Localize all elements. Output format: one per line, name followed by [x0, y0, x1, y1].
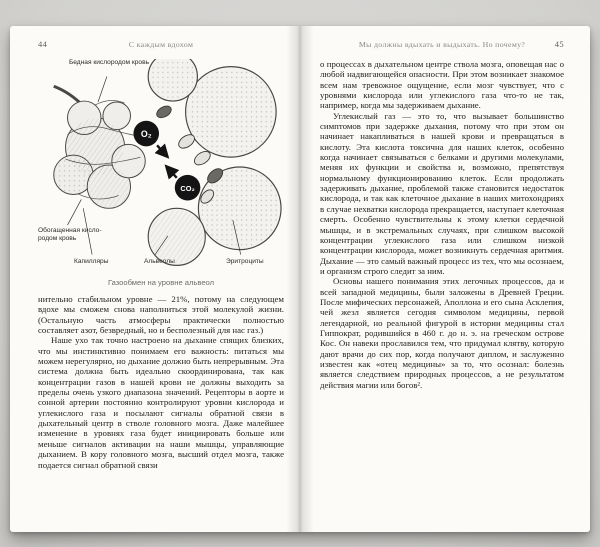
- paragraph-right-1: о процессах в дыхательном центре ствола мозга, оповещая нас о любой надвигающейся опасности. При этом возникает знакомое всем нам тревожное ощущение, если мозг чувствует, что с уровнями кислорода или углекислого газа что-то не так, например, когда мы задерживаем дыхание.: [320, 59, 564, 111]
- page-right: [300, 26, 590, 532]
- paragraph-right-2: Углекислый газ — это то, что вызывает большинство симптомов при задержке дыхания, потому что при этом он начинает накапливаться в нашей крови и превращаться в кислоту. Эта кислота токсична для наших клеток, особенно когда начинает связываться с белками и другими молекулами, меняя их функции и свойства и, возможно, препятствуя нормальному функционированию клеток. Если продолжать задерживать дыхание, проблемой также становится недостаток кислорода, и так как клеточное дыхание в наших митохондриях в случае нехватки кислорода прекращается, наступает клеточная смерть. Особенно чувствительны к этому клетки сердечной мышцы, и в экстремальных случаях, при слишком высокой концентрации углекислого газа или слишком низкой концентрации кислорода, может возникнуть сердечная аритмия. Дыхание — это самый важный процесс из тех, что мы осознаем, и организм строго следит за ним.: [320, 110, 564, 276]
- label-capillaries: Капилляры: [74, 258, 109, 265]
- label-alveoli: Альвеолы: [144, 258, 175, 265]
- figure-caption: Газообмен на уровне альвеол: [107, 278, 215, 287]
- book-spread: [10, 26, 590, 532]
- label-poor-oxygen-blood: Бедная кислородом кровь: [68, 59, 150, 66]
- figure-gas-exchange: [38, 59, 284, 273]
- paragraph-right-3: Основы нашего понимания этих легочных процессов, да и всей западной медицины, были заложены в Древней Греции. После мифических персонажей, Аполлона и его сына Асклепия, чей жезл является сегодня символом медицины, первой легендарной, но реальной фигурой в истории медицины стал Гиппократ, родившийся в 460 г. до н. э. на греческом острове Кос. Он навеки прославился тем, что придумал клятву, которую дают врачи до сих пор, когда получают диплом, и заслуженно известен как «отец медицины» за то, что осознал: болезнь является следствием природных процессов, а не результатом действия магии или богов².: [320, 276, 564, 390]
- page-header-left: [38, 39, 284, 53]
- page-number-right: 45: [554, 39, 564, 49]
- running-head-left: С каждым вдохом: [128, 40, 194, 49]
- co2-molecule: [167, 167, 200, 200]
- running-head-right: Мы должны вдыхать и выдыхать. Но почему?: [358, 40, 526, 49]
- page-left: [10, 26, 300, 532]
- page-number-left: 44: [38, 39, 48, 49]
- paragraph-left-1: нительно стабильном уровне — 21%, потому на следующем вдохе мы сможем снова наполниться этой молекулой жизни. (Остальную часть атмосферы практически полностью составляет азот, безвредный, но и бесполезный для нас газ.): [38, 294, 284, 336]
- label-oxygen-rich-blood: [38, 227, 114, 242]
- page-header-right: [320, 39, 564, 53]
- paragraph-left-2: Наше ухо так точно настроено на дыхание спящих близких, что мы инстинктивно понимаем его важность: питаться мы можем нерегулярно, но дыхание должно быть непрерывным. Эта система должна быть идеально скоординирована, так как концентрации газов в нашей крови не должны выходить за пределы очень узкого диапазона значений. Рецепторы в аорте и сонной артерии постоянно контролируют уровни кислорода и углекислого газа и посылают сигналы обратной связи в дыхательный центр в стволе головного мозга. Даже малейшее изменение в уровнях газа будет инициировать больше или меньше сигналов активации на наши мышцы, управляющие дыханием. В кору головного мозга, высший отдел мозга, также подается сигнал обратной связи: [38, 335, 284, 470]
- svg-text:O₂: O₂: [140, 128, 152, 139]
- svg-text:CO₂: CO₂: [180, 184, 195, 194]
- text-block-right: [320, 59, 564, 390]
- alveoli-large: [148, 59, 281, 265]
- label-oxygen-rich-line1: Обогащенная кисло-: [38, 227, 102, 234]
- label-erythrocytes: Эритроциты: [226, 258, 264, 265]
- label-oxygen-rich-line2: родом кровь: [38, 234, 77, 242]
